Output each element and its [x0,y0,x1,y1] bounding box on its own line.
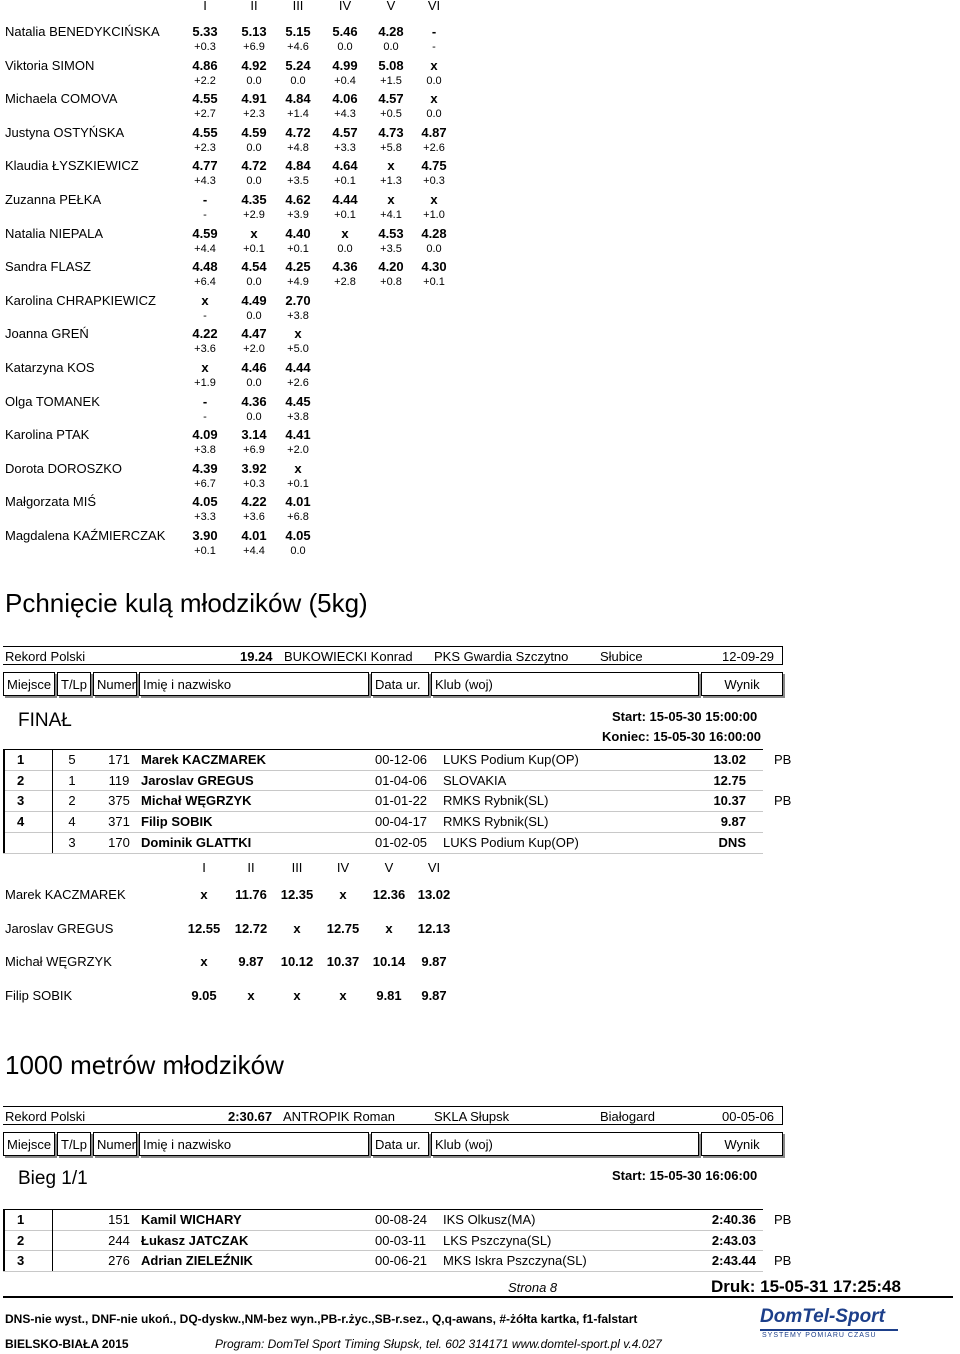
club: LKS Pszczyna(SL) [443,1232,552,1248]
attempt-result: 4.28 [421,225,447,241]
attempt-wind: +2.8 [334,276,356,289]
attempt-wind: +3.5 [287,175,309,188]
attempt-result: 4.62 [285,192,311,207]
club: LUKS Podium Kup(OP) [443,834,579,850]
birth-date: 00-08-24 [375,1212,428,1227]
attempt-wind: +0.1 [287,242,309,255]
result: 12.75 [713,772,746,788]
bib-number: 151 [108,1212,130,1227]
attempt-wind: +4.3 [194,175,216,188]
col-header-result: Wynik [701,1132,783,1156]
athlete-name: Justyna OSTYŃSKA [5,124,125,140]
attempt-wind: +6.9 [243,444,265,457]
attempt-wind: 0.0 [246,309,262,322]
athlete-name: Michał WĘGRZYK [5,954,112,970]
club: IKS Olkusz(MA) [443,1212,536,1227]
attempt-result: 4.22 [241,494,267,510]
record-value: 19.24 [240,649,273,664]
attempt-result: 4.59 [192,225,218,241]
athlete-name: Viktoria SIMON [5,57,95,73]
attempt-wind: +5.8 [380,141,402,154]
attempt-wind: +0.4 [334,74,356,87]
attempt-wind: 0.0 [246,175,262,188]
attempt-wind: +4.6 [287,41,309,53]
club: SLOVAKIA [443,772,507,788]
shot-put-title: Pchnięcie kulą młodzików (5kg) [5,588,368,618]
attempt-wind: +4.8 [287,141,309,154]
attempt-wind: +3.9 [287,209,309,221]
event-location: BIELSKO-BIAŁA 2015 [5,1337,129,1351]
athlete-name: Jaroslav GREGUS [141,772,254,788]
attempt-wind: +2.2 [194,74,216,87]
col-header-name: Imię i nazwisko [139,672,369,696]
print-timestamp: Druk: 15-05-31 17:25:48 [711,1277,901,1296]
birth-date: 00-03-11 [375,1232,427,1248]
attempt-wind: +2.7 [194,108,216,121]
attempt-result: x [387,192,395,207]
attempt-wind: +0.3 [243,477,265,490]
attempt-result: x [430,57,438,73]
attempt-wind: +5.0 [287,343,309,356]
attempt-result: 5.24 [285,57,311,73]
attempt-result: 12.55 [187,920,221,936]
attempt-result: 5.08 [378,57,404,73]
athlete-name: Natalia BENEDYKCIŃSKA [5,24,160,39]
attempt-result: x [200,954,208,970]
record-holder: ANTROPIK Roman [283,1109,395,1124]
athlete-name: Michaela COMOVA [5,91,118,107]
attempt-wind: +1.3 [380,175,402,188]
attempt-wind: +4.4 [243,545,265,557]
place: 3 [17,793,25,809]
attempt-result: 4.77 [192,158,218,174]
result: 2:43.03 [711,1232,756,1248]
athlete-name: Katarzyna KOS [5,360,95,375]
athlete-name: Kamil WICHARY [141,1212,242,1227]
record-place: Słubice [600,649,643,664]
attempt-result: 9.87 [421,987,447,1003]
run-title: 1000 metrów młodzików [5,1050,284,1080]
result: DNS [718,834,746,850]
attempt-result: 4.40 [285,225,311,241]
attempt-result: 10.12 [280,954,314,970]
athlete-name: Jaroslav GREGUS [5,920,114,936]
attempt-result: x [200,887,208,902]
attempt-result: x [201,292,209,308]
attempt-result: 4.35 [241,192,267,207]
attempt-wind: 0.0 [426,108,442,121]
attempt-wind: +3.6 [243,511,265,524]
record-note: PB [774,793,792,809]
attempt-wind: +4.1 [380,209,402,221]
attempt-wind: - [203,410,207,423]
attempt-wind: +6.8 [287,511,309,524]
attempt-result: 4.55 [192,124,218,140]
series-col-header: IV [336,860,350,875]
athlete-name: Marek KACZMAREK [5,887,126,902]
attempt-wind: +2.0 [243,343,265,356]
start-time: Start: 15-05-30 16:06:00 [612,1168,758,1183]
record-date: 00-05-06 [722,1109,775,1124]
attempt-wind: +6.7 [194,477,216,490]
place: 3 [17,1253,25,1269]
attempt-result: 4.84 [285,158,311,174]
series-col-header: II [247,860,255,875]
attempt-wind: +1.5 [380,74,402,87]
athlete-name: Marek KACZMAREK [141,752,266,767]
attempt-result: x [294,326,302,342]
place: 4 [17,814,25,830]
col-header-result: Wynik [701,672,783,696]
series-col-header: III [292,0,304,13]
attempt-result: 12.36 [372,887,406,902]
attempt-result: x [339,887,347,902]
attempt-result: 4.57 [332,124,358,140]
attempt-result: 9.05 [191,987,217,1003]
bib-number: 244 [108,1232,130,1248]
attempt-result: - [202,192,208,207]
attempt-result: 4.86 [192,57,218,73]
attempt-result: 4.99 [332,57,358,73]
attempt-result: 4.39 [192,460,218,476]
attempt-wind: 0.0 [426,74,442,87]
attempt-wind: +0.8 [380,276,402,289]
attempt-result: 12.72 [234,920,268,936]
attempt-result: 13.02 [417,887,451,902]
series-col-header: I [202,860,206,875]
club: RMKS Rybnik(SL) [443,814,549,830]
attempt-result: 4.72 [241,158,267,174]
logo-wordmark: DomTel-Sport [760,1306,885,1327]
attempt-result: 4.45 [285,393,311,409]
attempt-wind: 0.0 [246,141,262,154]
run-header-row [3,1132,783,1158]
place: 2 [17,772,25,788]
attempt-wind: +1.0 [423,209,445,221]
bib-number: 375 [108,793,130,809]
athlete-name: Karolina PTAK [5,427,90,443]
col-header-dob: Data ur. [371,672,429,696]
attempt-result: 4.22 [192,326,218,342]
record-note: PB [774,1212,792,1227]
attempt-wind: +0.1 [334,175,356,188]
attempt-wind: +3.3 [334,141,356,154]
record-value: 2:30.67 [228,1109,273,1124]
athlete-name: Olga TOMANEK [5,393,100,409]
athlete-name: Dorota DOROSZKO [5,460,123,476]
attempt-result: 5.13 [241,24,267,39]
attempt-result: x [430,192,438,207]
attempt-result: 4.36 [241,393,267,409]
attempt-result: 4.05 [285,528,311,543]
athlete-name: Łukasz JATCZAK [141,1232,249,1248]
athlete-name: Michał WĘGRZYK [141,793,252,809]
attempt-wind: +3.5 [380,242,402,255]
attempt-result: x [201,360,209,375]
series-col-header: III [291,860,303,875]
bib-number: 119 [108,772,130,788]
attempt-wind: +0.3 [423,175,445,188]
attempt-wind: 0.0 [246,377,262,389]
result: 13.02 [713,752,746,767]
birth-date: 00-12-06 [375,752,428,767]
athlete-name: Sandra FLASZ [5,259,91,275]
attempt-result: 4.55 [192,91,218,107]
attempt-result: 4.53 [378,225,404,241]
attempt-result: x [430,91,438,107]
attempt-result: 3.14 [241,427,267,443]
attempt-result: 9.87 [238,954,264,970]
attempt-wind: +6.4 [194,276,216,289]
attempt-result: 11.76 [235,887,267,902]
result: 9.87 [720,814,746,830]
result: 2:43.44 [711,1253,756,1269]
col-header-name: Imię i nazwisko [139,1132,369,1156]
attempt-result: 3.92 [241,460,267,476]
attempt-wind: +0.1 [423,276,445,289]
end-time: Koniec: 15-05-30 16:00:00 [602,729,761,744]
attempt-wind: 0.0 [246,410,262,423]
birth-date: 01-02-05 [375,834,428,850]
attempt-wind: - [432,41,436,53]
attempt-result: 4.54 [241,259,267,275]
attempt-result: 4.06 [332,91,358,107]
attempt-wind: +3.6 [194,343,216,356]
lane: 2 [68,793,76,809]
attempt-wind: +3.8 [194,444,216,457]
attempt-result: x [387,158,395,174]
attempt-result: 4.41 [285,427,311,443]
athlete-name: Magdalena KAŹMIERCZAK [5,528,166,543]
attempt-wind: - [203,209,207,221]
attempt-wind: - [203,309,207,322]
lane: 5 [68,752,76,767]
attempt-wind: +2.3 [194,141,216,154]
section-label: Bieg 1/1 [18,1168,88,1189]
col-header-lane: T/Lp [57,1132,91,1156]
attempt-result: x [293,987,301,1003]
athlete-name: Karolina CHRAPKIEWICZ [5,292,156,308]
attempt-result: 4.05 [192,494,218,510]
attempt-result: 4.47 [241,326,267,342]
attempt-result: 12.75 [326,920,360,936]
attempt-wind: +2.3 [243,108,265,121]
col-header-number: Numer [93,672,137,696]
attempt-result: 9.81 [376,987,402,1003]
col-header-club: Klub (woj) [431,672,699,696]
athlete-name: Klaudia ŁYSZKIEWICZ [5,158,139,174]
club: RMKS Rybnik(SL) [443,793,549,809]
place: 1 [17,1212,25,1227]
page-number: Strona 8 [508,1280,558,1295]
attempt-wind: +2.9 [243,209,265,221]
logo-subtitle: SYSTEMY POMIARU CZASU [762,1332,877,1339]
attempt-result: 9.87 [421,954,447,970]
attempt-result: 3.90 [192,528,218,543]
athlete-name: Joanna GREŃ [5,326,89,342]
attempt-wind: 0.0 [246,276,262,289]
attempt-result: 4.25 [285,259,311,275]
attempt-result: 4.87 [421,124,447,140]
attempt-wind: +0.1 [243,242,265,255]
attempt-result: x [385,920,393,936]
series-col-header: IV [338,0,352,13]
attempt-result: 4.84 [285,91,311,107]
attempt-result: 4.44 [285,360,311,375]
record-place: Białogard [600,1109,655,1124]
attempt-wind: +6.9 [243,41,265,53]
lane: 1 [68,772,76,788]
attempt-result: 4.57 [378,91,404,107]
attempt-wind: +0.1 [194,545,216,557]
attempt-result: 4.30 [421,259,447,275]
attempt-result: 4.49 [241,292,267,308]
attempt-result: 4.01 [285,494,311,510]
attempt-result: 4.01 [241,528,267,543]
attempt-wind: +0.1 [334,209,356,221]
attempt-wind: +0.3 [194,41,216,53]
athlete-name: Filip SOBIK [141,814,213,830]
start-time: Start: 15-05-30 15:00:00 [612,709,758,724]
attempt-result: 4.91 [241,91,267,107]
attempt-result: 12.35 [280,887,314,902]
athlete-name: Małgorzata MIŚ [5,494,97,510]
attempt-wind: +0.1 [287,477,309,490]
attempt-result: 4.28 [378,24,404,39]
athlete-name: Adrian ZIELEŹNIK [141,1253,253,1269]
attempt-wind: 0.0 [337,242,353,255]
attempt-result: - [202,393,208,409]
record-date: 12-09-29 [722,649,775,664]
attempt-result: x [339,987,347,1003]
program-info: Program: DomTel Sport Timing Słupsk, tel. 602 314171 www.domtel-sport.pl v.4.027 [215,1337,662,1351]
athlete-name: Filip SOBIK [5,987,73,1003]
athlete-name: Zuzanna PEŁKA [5,192,102,207]
attempt-result: 10.37 [326,954,360,970]
attempt-result: 4.48 [192,259,218,275]
attempt-wind: +1.9 [194,377,216,389]
attempt-wind: +3.8 [287,309,309,322]
bib-number: 170 [108,834,130,850]
attempt-wind: 0.0 [383,41,399,53]
athlete-name: Natalia NIEPALA [5,225,104,241]
attempt-wind: +3.8 [287,410,309,423]
attempt-result: x [250,225,258,241]
place: 1 [17,752,25,767]
section-label: FINAŁ [18,710,72,731]
place: 2 [17,1232,25,1248]
lane: 3 [68,834,76,850]
attempt-wind: +2.6 [287,377,309,389]
attempt-result: 4.59 [241,124,267,140]
attempt-result: 2.70 [285,292,311,308]
attempt-wind: 0.0 [426,242,442,255]
record-holder: BUKOWIECKI Konrad [284,649,413,664]
birth-date: 01-01-22 [375,793,428,809]
record-label: Rekord Polski [5,649,86,664]
series-col-header: I [203,0,207,13]
col-header-lane: T/Lp [57,672,91,696]
attempt-result: 10.14 [372,954,406,970]
attempt-wind: 0.0 [246,74,262,87]
attempt-result: 4.09 [192,427,218,443]
record-club: PKS Gwardia Szczytno [434,649,569,664]
series-col-header: VI [427,0,441,13]
attempt-result: 5.33 [192,24,218,39]
attempt-result: x [294,460,302,476]
attempt-result: 4.36 [332,259,358,275]
attempt-result: 4.75 [421,158,447,174]
attempt-result: x [341,225,349,241]
club: LUKS Podium Kup(OP) [443,752,579,767]
col-header-place: Miejsce [3,672,55,696]
col-header-dob: Data ur. [371,1132,429,1156]
col-header-place: Miejsce [3,1132,55,1156]
attempt-wind: +0.5 [380,108,402,121]
attempt-wind: +2.0 [287,444,309,457]
attempt-wind: +1.4 [287,108,309,121]
shot-header-row [3,672,783,698]
attempt-result: 4.72 [285,124,311,140]
birth-date: 00-04-17 [375,814,428,830]
attempt-result: 4.44 [332,192,358,207]
record-club: SKLA Słupsk [434,1109,510,1124]
birth-date: 01-04-06 [375,772,428,788]
attempt-result: 5.15 [285,24,311,39]
attempt-result: 4.20 [378,259,404,275]
attempt-result: 12.13 [417,920,451,936]
col-header-club: Klub (woj) [431,1132,699,1156]
attempt-wind: +3.3 [194,511,216,524]
col-header-number: Numer [93,1132,137,1156]
series-col-header: II [250,0,258,13]
result: 2:40.36 [711,1212,756,1227]
attempt-result: 4.92 [241,57,267,73]
attempt-result: 4.73 [378,124,404,140]
series-col-header: VI [427,860,441,875]
series-col-header: V [386,0,396,13]
attempt-result: x [247,987,255,1003]
attempt-wind: 0.0 [337,41,353,53]
attempt-result: 4.46 [241,360,267,375]
attempt-result: - [431,24,437,39]
attempt-wind: +2.6 [423,141,445,154]
result: 10.37 [713,793,746,809]
bib-number: 276 [108,1253,130,1269]
athlete-name: Dominik GLATTKI [141,834,252,850]
attempt-wind: +4.3 [334,108,356,121]
attempt-result: x [293,920,301,936]
birth-date: 00-06-21 [375,1253,428,1269]
record-note: PB [774,752,792,767]
attempt-wind: +4.9 [287,276,309,289]
series-col-header: V [384,860,394,875]
bib-number: 371 [108,814,130,830]
attempt-result: 4.64 [332,158,358,174]
attempt-wind: 0.0 [290,545,306,557]
attempt-result: 5.46 [332,24,358,39]
attempt-wind: +4.4 [194,242,216,255]
record-label: Rekord Polski [5,1109,86,1124]
attempt-wind: 0.0 [290,74,306,87]
lane: 4 [68,814,76,830]
record-note: PB [774,1253,792,1269]
legend-text: DNS-nie wyst., DNF-nie ukoń., DQ-dyskw.,NM-bez wyn.,PB-r.życ.,SB-r.sez., Q,q-awans, #-żółta kartka, f1-falstart [5,1312,638,1326]
domtel-logo [760,1306,910,1342]
club: MKS Iskra Pszczyna(SL) [443,1253,587,1269]
bib-number: 171 [108,752,130,767]
